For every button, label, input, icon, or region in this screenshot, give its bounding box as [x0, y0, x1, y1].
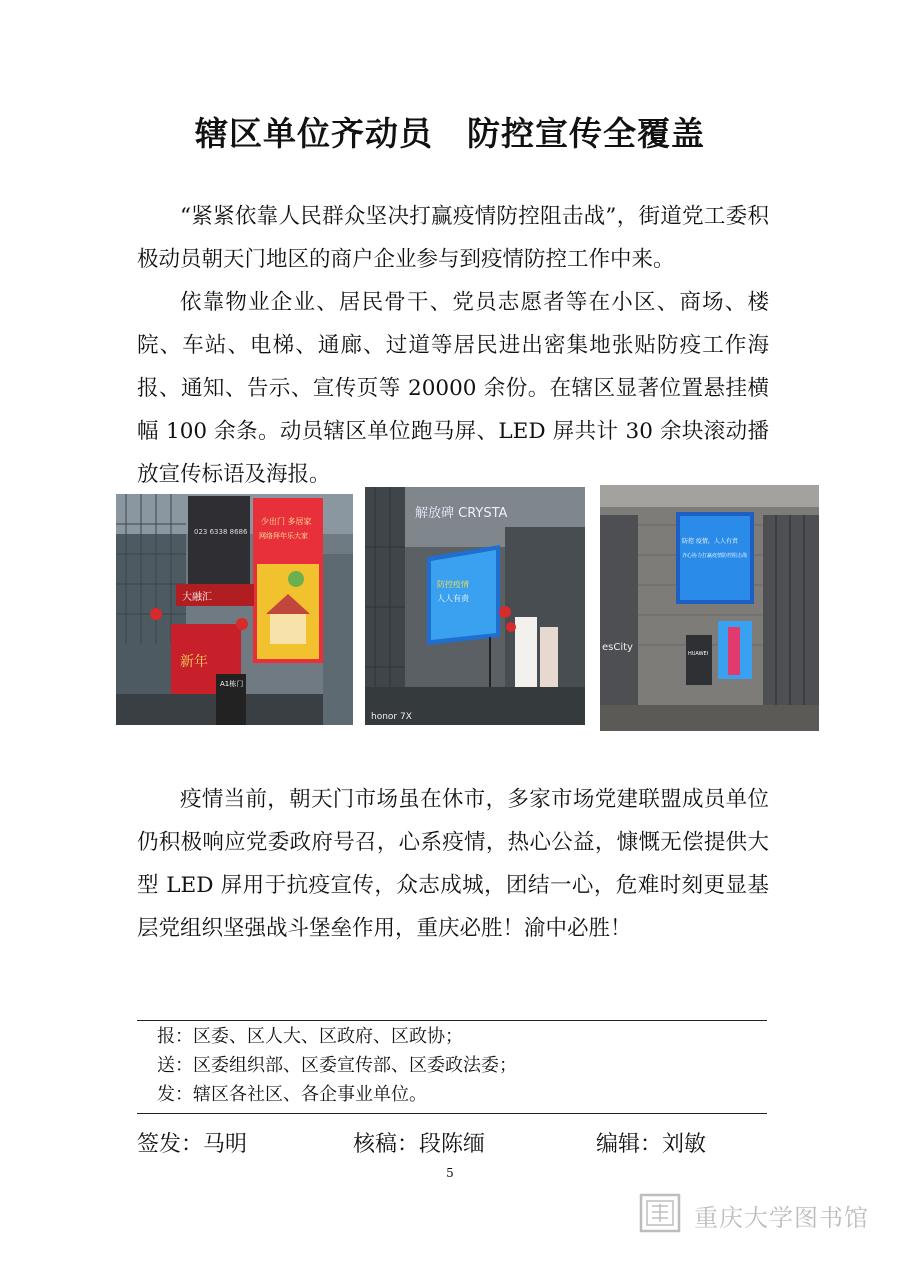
photo-3-logo-text: HUAWEI — [688, 651, 709, 657]
photo-3-illustration — [600, 485, 819, 731]
photo-crystal-building-led — [365, 487, 585, 725]
photo-1-banner-text: 新年 — [180, 654, 208, 670]
photo-3-sign-text: esCity — [602, 642, 633, 653]
document-title: 辖区单位齐动员 防控宣传全覆盖 — [195, 114, 705, 153]
library-watermark — [638, 1190, 878, 1236]
paragraph: 依靠物业企业、居民骨干、党员志愿者等在小区、商场、楼院、车站、电梯、通廊、过道等居民进出密集地张贴防疫工作海报、通知、告示、宣传页等 20000 余份。在辖区显著位置悬挂横幅 100 余条。动员辖区单位跑马屏、LED 屏共计 30 余块滚动播放宣传标语及海报。 — [137, 290, 769, 487]
photo-2-screen-line-2: 人人有责 — [437, 594, 469, 603]
photo-3-screen-line-2: 齐心协力打赢疫情防控阻击战 — [682, 553, 748, 559]
watermark-text: 重庆大学图书馆 — [694, 1204, 869, 1232]
distribution-report-line: 报：区委、区人大、区政府、区政协； — [157, 1026, 463, 1047]
divider-bottom — [137, 1113, 767, 1114]
library-seal-icon — [638, 1190, 684, 1236]
distribution-issue-line: 发：辖区各社区、各企事业单位。 — [157, 1084, 427, 1105]
body-section-top — [137, 195, 769, 496]
photo-mall-led-screen — [116, 494, 353, 725]
photo-2-illustration — [365, 487, 585, 725]
photo-3-screen-line-1: 防控 疫情，人人有责 — [682, 538, 738, 545]
photo-1-illustration — [116, 494, 353, 725]
photo-1-sign-text: 大融汇 — [182, 592, 212, 603]
divider-top — [137, 1020, 767, 1021]
photo-1-screen-line-1: 少出门 多居家 — [261, 517, 312, 526]
photo-2-phone-mark: honor 7X — [371, 712, 412, 722]
signoff-reviewer: 核稿：段陈缅 — [353, 1132, 486, 1157]
photo-2-building-text: 解放碑 CRYSTA — [415, 506, 508, 521]
paragraph: “紧紧依靠人民群众坚决打赢疫情防控阻击战”，街道党工委积极动员朝天门地区的商户企业参与到疫情防控工作中来。 — [137, 204, 769, 272]
photo-facade-led-screens — [600, 485, 819, 731]
photo-1-door-text: A1栋门 — [220, 680, 244, 688]
body-section-bottom — [137, 778, 769, 950]
signoff-issuer: 签发：马明 — [137, 1132, 248, 1157]
page-number: 5 — [446, 1166, 454, 1180]
photo-1-tel-text: 023 6338 8686 — [194, 528, 248, 536]
photo-1-screen-line-2: 网络拜年乐大家 — [259, 532, 308, 540]
distribution-send-line: 送：区委组织部、区委宣传部、区委政法委； — [157, 1055, 517, 1076]
photo-2-screen-line-1: 防控疫情 — [437, 580, 469, 589]
signoff-editor: 编辑：刘敏 — [596, 1132, 707, 1157]
paragraph: 疫情当前，朝天门市场虽在休市，多家市场党建联盟成员单位仍积极响应党委政府号召，心系疫情，热心公益，慷慨无偿提供大型 LED 屏用于抗疫宣传，众志成城，团结一心，危难时刻更显基层党组织坚强战斗堡垒作用，重庆必胜！渝中必胜！ — [137, 787, 769, 941]
